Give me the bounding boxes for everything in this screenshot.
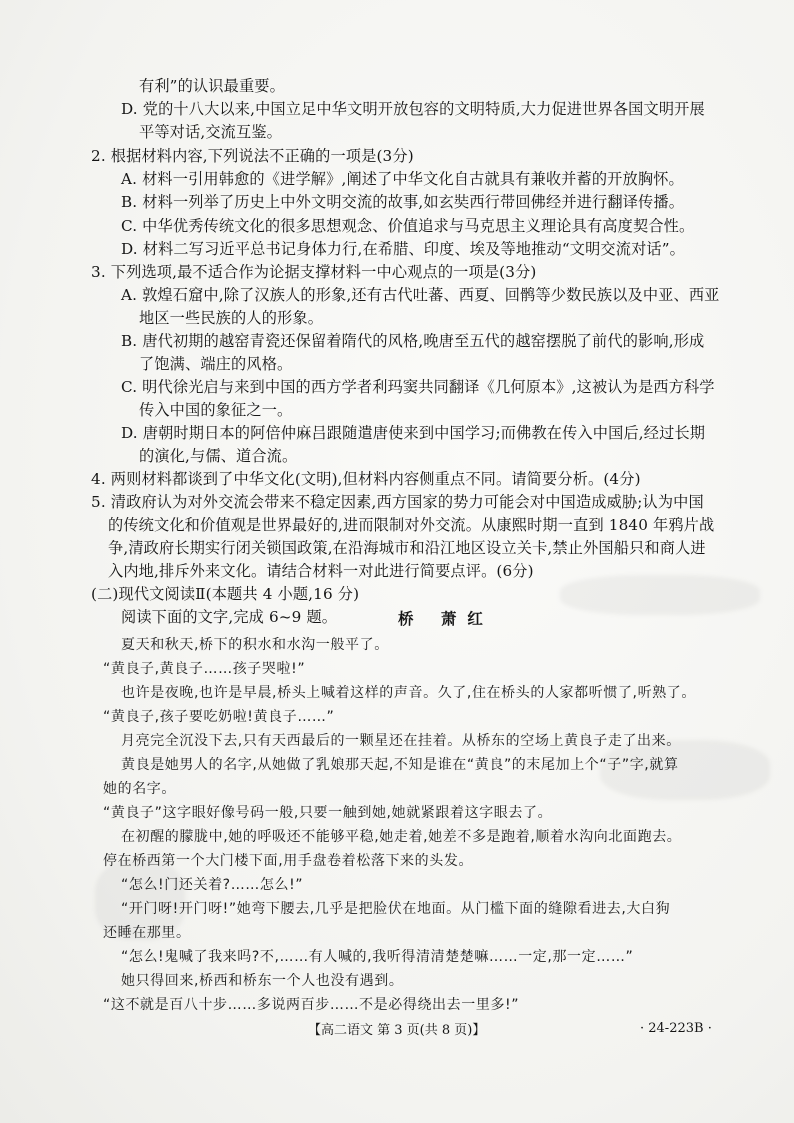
story-paragraph: 还睡在那里。 (103, 925, 191, 941)
q3-option-a-line1: A. 敦煌石窟中,除了汉族人的形象,还有古代吐蕃、西夏、回鹘等少数民族以及中亚、西亚 (121, 286, 720, 304)
q1-option-d-line1: D. 党的十八大以来,中国立足中华文明开放包容的文明特质,大力促进世界各国文明开展 (121, 100, 705, 118)
q1-option-c-tail: 有利”的认识最重要。 (139, 77, 285, 95)
q2-option-a: A. 材料一引用韩愈的《进学解》,阐述了中华文化自古就具有兼收并蓄的开放胸怀。 (121, 170, 684, 188)
story-paragraph: 她的名字。 (103, 781, 176, 797)
story-paragraph: 黄良是她男人的名字,从她做了乳娘那天起,不知是谁在“黄良”的末尾加上个“子”字,就算 (121, 757, 679, 773)
q1-option-d-line2: 平等对话,交流互鉴。 (139, 123, 283, 141)
story-paragraph: 也许是夜晚,也许是早晨,桥头上喊着这样的声音。久了,住在桥头的人家都听惯了,听熟了。 (121, 685, 696, 701)
story-paragraph: 在初醒的朦胧中,她的呼吸还不能够平稳,她走着,她差不多是跑着,顺着水沟向北面跑去。 (121, 829, 682, 845)
q3-option-c-line2: 传入中国的象征之一。 (139, 401, 293, 419)
q2-stem: 2. 根据材料内容,下列说法不正确的一项是(3分) (91, 147, 414, 165)
story-paragraph: “怎么!鬼喊了我来吗?不,……有人喊的,我听得清清楚楚嘛……一定,那一定……” (121, 949, 634, 965)
story-paragraph: 她只得回来,桥西和桥东一个人也没有遇到。 (121, 973, 404, 989)
page-footer: 【高二语文 第 3 页(共 8 页)】 (308, 1023, 486, 1038)
q3-option-b-line1: B. 唐代初期的越窑青瓷还保留着隋代的风格,晚唐至五代的越窑摆脱了前代的影响,形成 (121, 332, 705, 350)
exam-code: · 24-223B · (640, 1021, 712, 1036)
story-paragraph: “黄良子,黄良子……孩子哭啦!” (103, 661, 306, 677)
section-heading: (二)现代文阅读Ⅱ(本题共 4 小题,16 分) (91, 585, 360, 603)
scan-smudge (560, 575, 760, 615)
q3-stem: 3. 下列选项,最不适合作为论据支撑材料一中心观点的一项是(3分) (91, 263, 537, 281)
q2-option-d: D. 材料二写习近平总书记身体力行,在希腊、印度、埃及等地推动“文明交流对话”。 (121, 240, 686, 258)
q5-line4: 入内地,排斥外来文化。请结合材料一对此进行简要点评。(6分) (108, 562, 534, 580)
q3-option-d-line1: D. 唐朝时期日本的阿倍仲麻吕跟随遣唐使来到中国学习;而佛教在传入中国后,经过长期 (121, 424, 706, 442)
q3-option-a-line2: 地区一些民族的人的形象。 (139, 309, 324, 327)
q3-option-d-line2: 的演化,与儒、道合流。 (139, 447, 298, 465)
story-paragraph: 停在桥西第一个大门楼下面,用手盘卷着松落下来的头发。 (103, 853, 474, 869)
q2-option-b: B. 材料一列举了历史上中外文明交流的故事,如玄奘西行带回佛经并进行翻译传播。 (121, 193, 685, 211)
story-paragraph: “开门呀!开门呀!”她弯下腰去,几乎是把脸伏在地面。从门槛下面的缝隙看进去,大白狗 (121, 901, 671, 917)
story-paragraph: “这不就是百八十步……多说两百步……不是必得绕出去一里多!” (103, 997, 520, 1013)
section-instruction: 阅读下面的文字,完成 6~9 题。 (121, 608, 338, 626)
q4-stem: 4. 两则材料都谈到了中华文化(文明),但材料内容侧重点不同。请简要分析。(4分) (91, 470, 641, 488)
q5-line2: 的传统文化和价值观是世界最好的,进而限制对外交流。从康熙时期一直到 1840 年鸦片战 (108, 516, 715, 534)
q3-option-c-line1: C. 明代徐光启与来到中国的西方学者利玛窦共同翻译《几何原本》,这被认为是西方科学 (121, 378, 715, 396)
story-paragraph: “黄良子”这字眼好像号码一般,只要一触到她,她就紧跟着这字眼去了。 (103, 805, 553, 821)
q2-option-c: C. 中华优秀传统文化的很多思想观念、价值追求与马克思主义理论具有高度契合性。 (121, 217, 695, 235)
story-paragraph: “黄良子,孩子要吃奶啦!黄良子……” (103, 709, 335, 725)
q5-line1: 5. 清政府认为对外交流会带来不稳定因素,西方国家的势力可能会对中国造成威胁;认为中国 (91, 493, 704, 511)
story-paragraph: 月亮完全沉没下去,只有天西最后的一颗星还在挂着。从桥东的空场上黄良子走了出来。 (121, 733, 681, 749)
q5-line3: 争,清政府长期实行闭关锁国政策,在沿海城市和沿江地区设立关卡,禁止外国船只和商人进 (108, 539, 706, 557)
story-paragraph: 夏天和秋天,桥下的积水和水沟一般平了。 (121, 637, 389, 653)
story-title: 桥 萧红 (398, 609, 494, 628)
story-paragraph: “怎么!门还关着?……怎么!” (121, 877, 304, 893)
q3-option-b-line2: 了饱满、端庄的风格。 (139, 355, 293, 373)
